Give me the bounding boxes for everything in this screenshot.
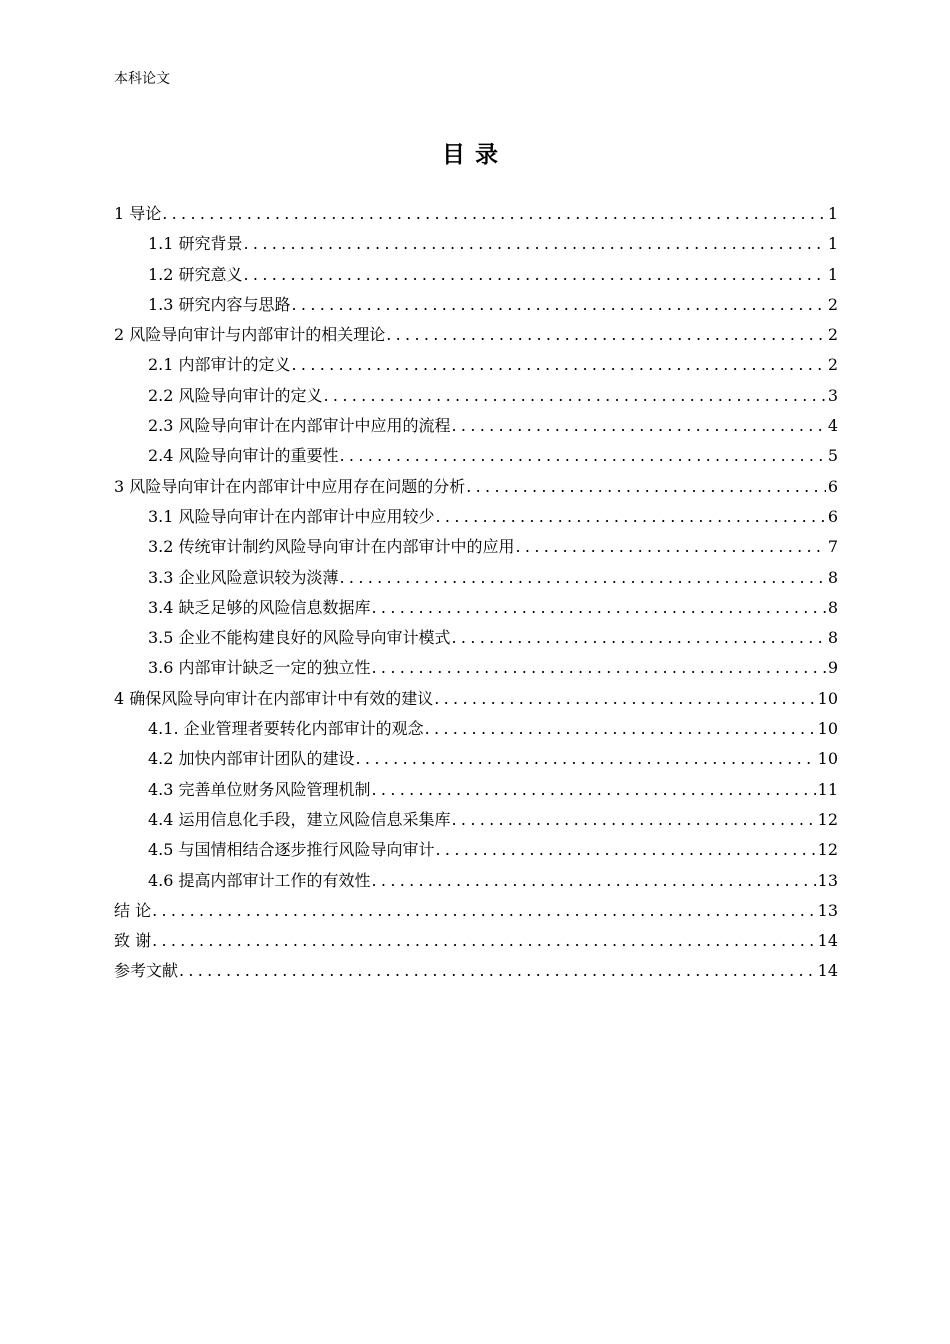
toc-entry-label: 参考文献 [114,961,179,981]
toc-leader-dots [372,593,826,623]
toc-entry-page: 4 [827,416,838,436]
toc-leader-dots [452,805,816,835]
toc-entry[interactable] [114,350,838,380]
toc-entry-page: 2 [827,325,838,345]
toc-entry[interactable] [114,441,838,471]
toc-leader-dots [436,835,816,865]
toc-entry[interactable] [114,260,838,290]
toc-entry-label: 1 导论 [114,204,162,223]
toc-entry-label: 2.1 内部审计的定义 [148,355,291,375]
toc-entry-page: 10 [817,719,838,739]
toc-entry-page: 10 [817,749,838,769]
toc-leader-dots [466,472,826,502]
toc-entry[interactable] [114,320,838,350]
toc-entry-page: 8 [827,628,838,648]
toc-leader-dots [340,441,826,471]
toc-entry[interactable] [114,653,838,683]
toc-entry-page: 1 [827,204,838,223]
toc-entry-page: 12 [817,840,838,860]
toc-entry[interactable] [114,411,838,441]
toc-entry-label: 4.2 加快内部审计团队的建设 [148,749,355,769]
toc-entry[interactable] [114,744,838,774]
toc-entry[interactable] [114,775,838,805]
toc-leader-dots [516,532,826,562]
toc-entry[interactable] [114,835,838,865]
toc-entry-page: 12 [817,809,838,829]
toc-entry-label: 3.1 风险导向审计在内部审计中应用较少 [148,506,435,526]
toc-entry-page: 1 [827,264,838,284]
toc-entry[interactable] [114,896,838,926]
toc-leader-dots [386,320,826,350]
toc-entry-label: 4 确保风险导向审计在内部审计中有效的建议 [114,688,434,708]
toc-entry-label: 1.3 研究内容与思路 [148,294,291,314]
toc-entry-label: 2.4 风险导向审计的重要性 [148,446,339,466]
toc-entry-label: 2 风险导向审计与内部审计的相关理论 [114,325,386,345]
toc-entry-page: 7 [827,537,838,557]
toc-entry-page: 8 [827,597,838,617]
toc-entry-page: 2 [827,355,838,375]
toc-entry[interactable] [114,684,838,714]
toc-entry-label: 3 风险导向审计在内部审计中应用存在问题的分析 [114,476,466,496]
toc-leader-dots [372,653,826,683]
page-header: 本科论文 [114,71,170,87]
toc-entry[interactable] [114,229,838,259]
toc-entry-label: 2.3 风险导向审计在内部审计中应用的流程 [148,416,451,436]
toc-leader-dots [244,229,826,259]
toc-leader-dots [244,260,826,290]
toc-leader-dots [292,350,826,380]
toc-leader-dots [356,744,816,774]
toc-leader-dots [452,623,826,653]
toc-entry-label: 3.5 企业不能构建良好的风险导向审计模式 [148,628,451,648]
toc-entry-label: 结 论 [114,900,152,920]
toc-entry-page: 3 [827,385,838,405]
toc-leader-dots [324,381,826,411]
toc-entry[interactable] [114,563,838,593]
table-of-contents [114,199,838,987]
toc-leader-dots [372,775,816,805]
toc-entry-page: 13 [817,870,838,890]
toc-entry-label: 4.5 与国情相结合逐步推行风险导向审计 [148,840,435,860]
toc-entry-page: 14 [817,931,838,951]
toc-entry-label: 1.2 研究意义 [148,264,243,284]
toc-leader-dots [292,290,826,320]
toc-entry[interactable] [114,381,838,411]
toc-entry[interactable] [114,593,838,623]
toc-entry-page: 2 [827,294,838,314]
toc-entry[interactable] [114,714,838,744]
toc-entry-label: 4.4 运用信息化手段，建立风险信息采集库 [148,809,451,829]
toc-leader-dots [436,502,826,532]
toc-entry-label: 4.1. 企业管理者要转化内部审计的观念 [148,719,424,739]
toc-entry-label: 4.6 提高内部审计工作的有效性 [148,870,371,890]
toc-entry[interactable] [114,926,838,956]
toc-entry-page: 14 [817,961,838,981]
toc-entry-label: 致 谢 [114,931,152,951]
toc-entry-page: 11 [817,779,838,799]
toc-entry[interactable] [114,623,838,653]
toc-entry-page: 8 [827,567,838,587]
toc-leader-dots [425,714,816,744]
toc-entry-label: 3.3 企业风险意识较为淡薄 [148,567,339,587]
toc-leader-dots [372,866,816,896]
toc-leader-dots [152,926,816,956]
toc-entry-label: 3.2 传统审计制约风险导向审计在内部审计中的应用 [148,537,515,557]
toc-entry[interactable] [114,956,838,986]
toc-leader-dots [434,684,815,714]
toc-entry-label: 2.2 风险导向审计的定义 [148,385,323,405]
toc-entry-page: 9 [827,658,838,678]
toc-entry[interactable] [114,866,838,896]
toc-entry-page: 10 [817,688,838,708]
toc-entry[interactable] [114,805,838,835]
toc-entry[interactable] [114,199,838,229]
toc-entry-label: 1.1 研究背景 [148,234,243,254]
toc-entry-page: 5 [827,446,838,466]
toc-leader-dots [452,411,826,441]
toc-leader-dots [162,199,826,229]
toc-entry[interactable] [114,532,838,562]
toc-entry[interactable] [114,472,838,502]
toc-entry-page: 13 [817,900,838,920]
toc-title: 目录 [442,142,508,168]
toc-leader-dots [152,896,816,926]
toc-entry-label: 3.4 缺乏足够的风险信息数据库 [148,597,371,617]
toc-entry[interactable] [114,502,838,532]
toc-entry-page: 6 [827,506,838,526]
toc-leader-dots [179,956,816,986]
toc-entry-label: 3.6 内部审计缺乏一定的独立性 [148,658,371,678]
toc-leader-dots [340,563,826,593]
toc-entry-label: 4.3 完善单位财务风险管理机制 [148,779,371,799]
toc-entry-page: 1 [827,234,838,254]
toc-entry[interactable] [114,290,838,320]
toc-entry-page: 6 [827,476,838,496]
